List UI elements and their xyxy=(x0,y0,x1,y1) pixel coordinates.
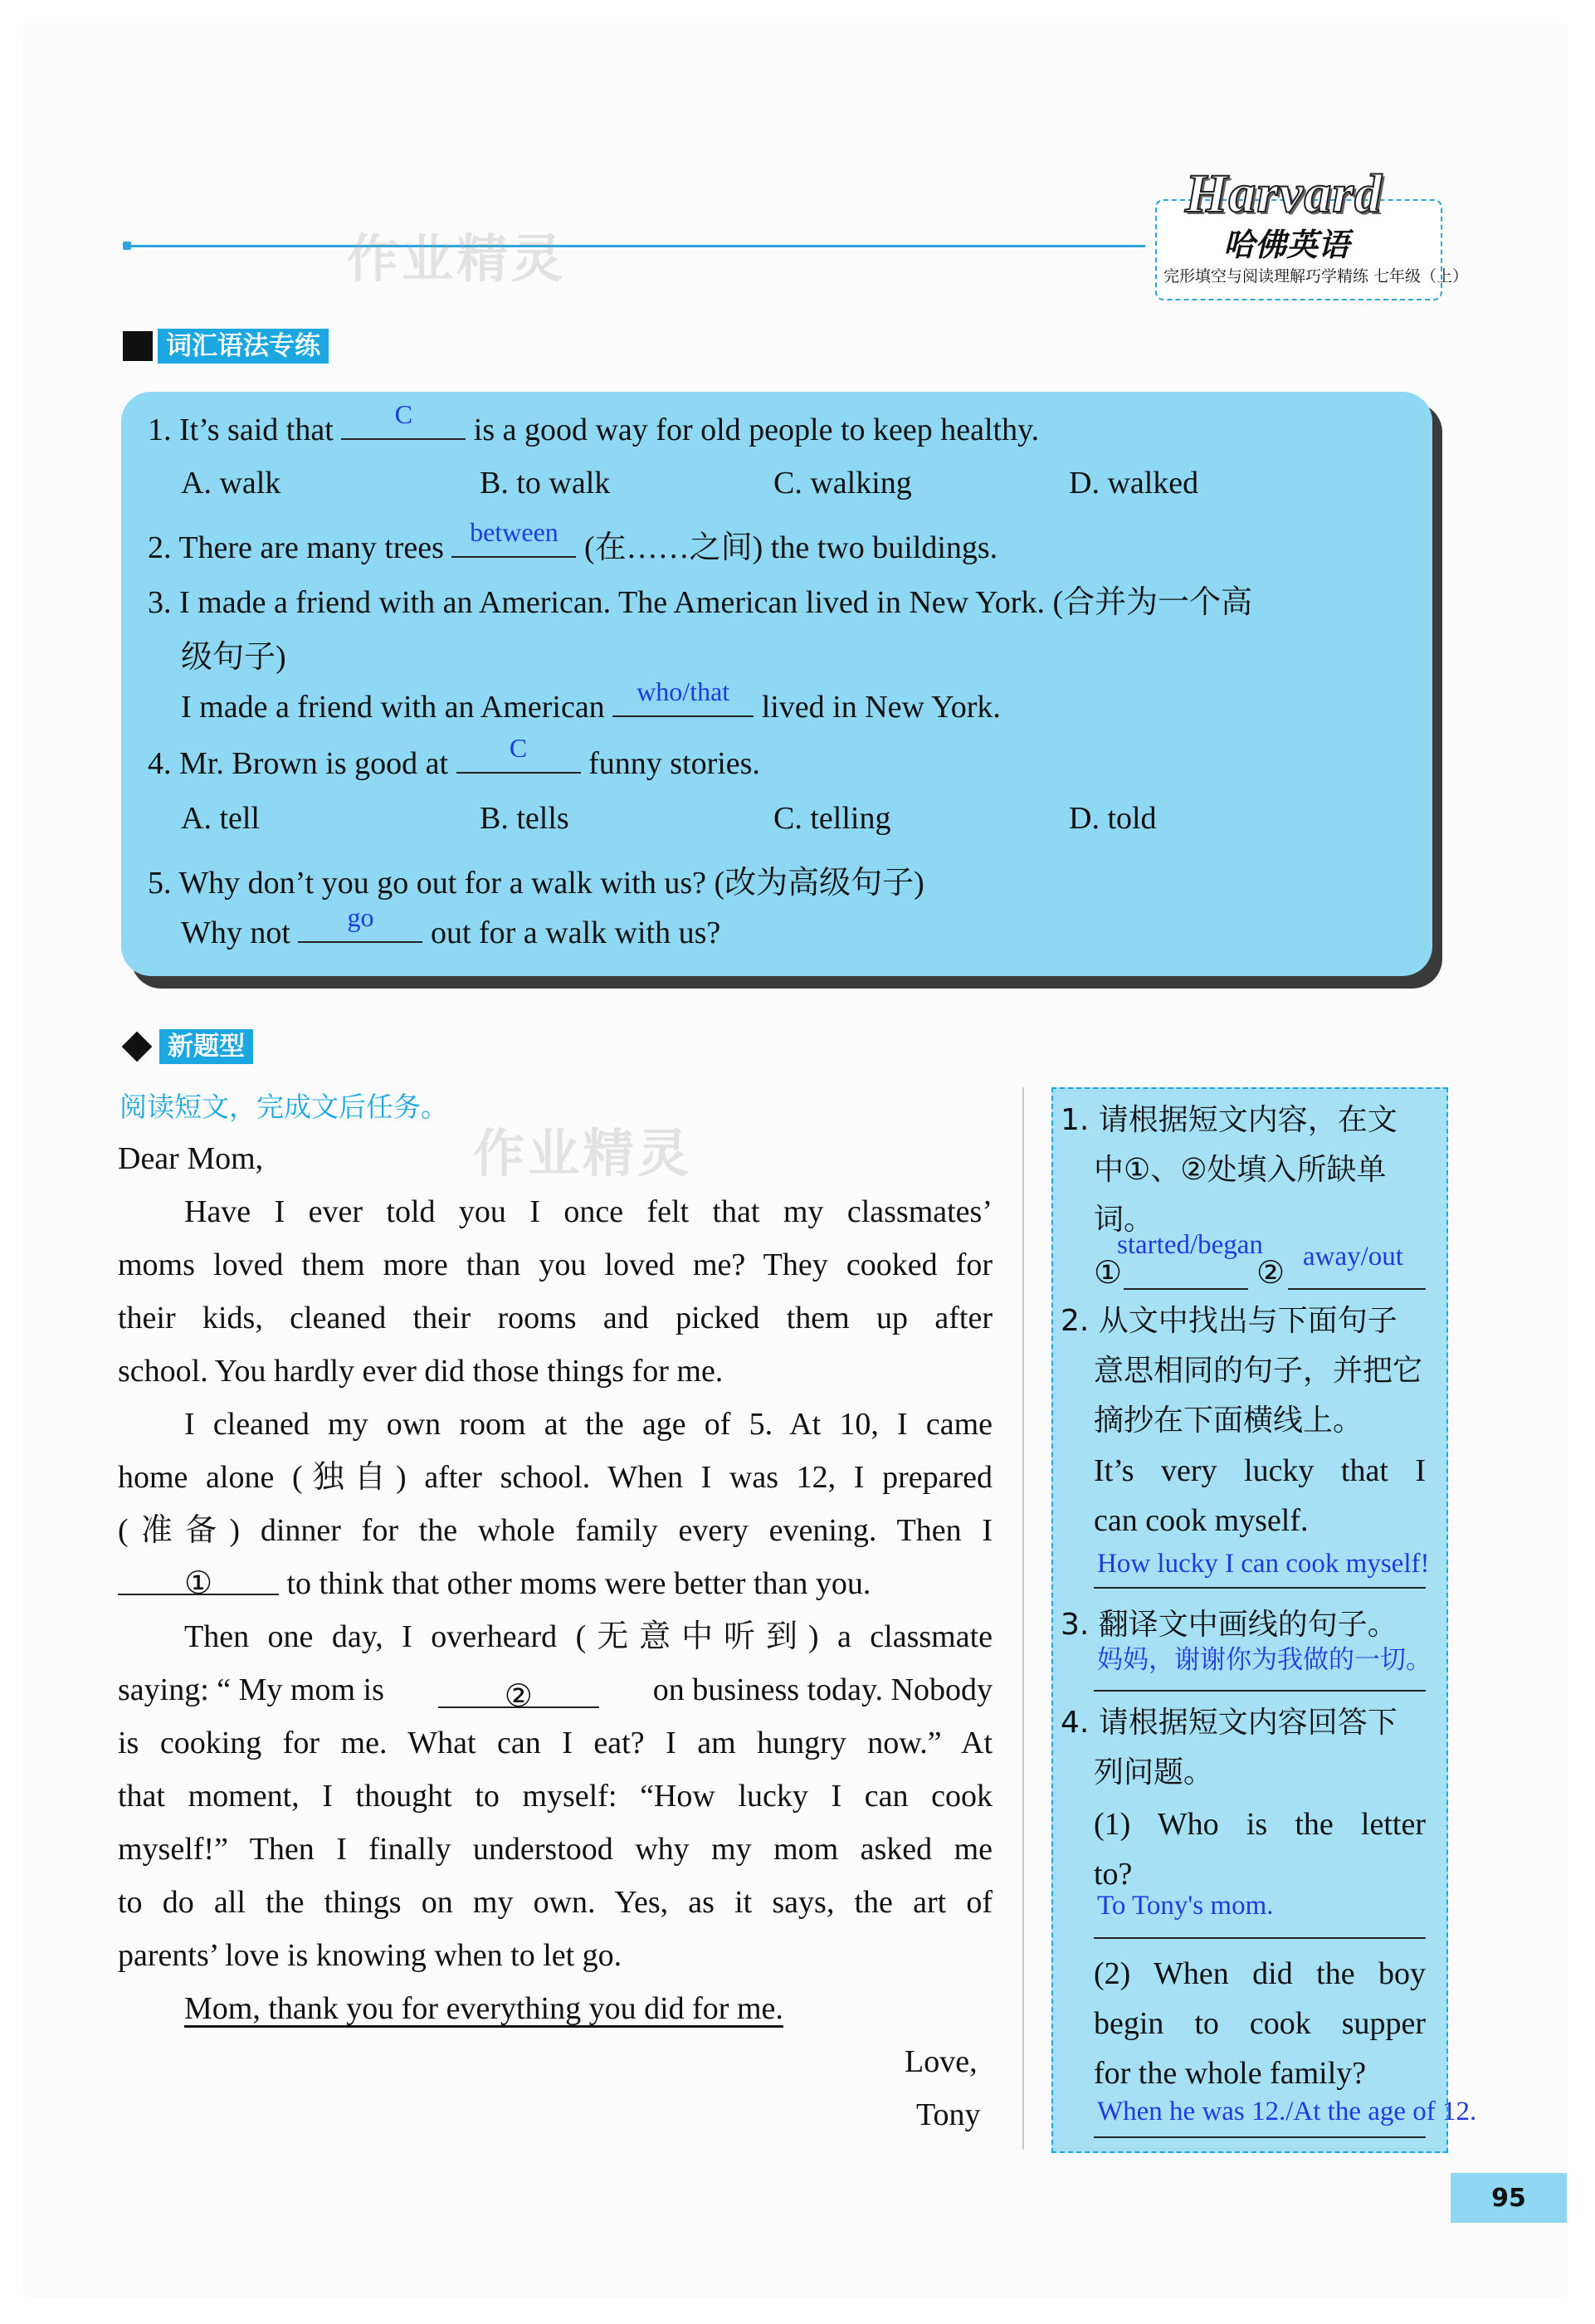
header-rule xyxy=(124,245,1145,247)
q4-text: 4. Mr. Brown is good at xyxy=(148,746,449,781)
q1-text-end: is a good way for old people to keep healthy. xyxy=(473,413,1040,447)
task-4-answer-1-line xyxy=(1094,1937,1426,1939)
letter-paragraph-3-line xyxy=(118,1663,993,1716)
letter-paragraph-3-line: myself!” Then I finally understood why my mom asked me xyxy=(118,1832,993,1867)
q2-answer: between xyxy=(470,517,558,547)
q3-text: I made a friend with an American xyxy=(181,690,605,725)
letter-paragraph-3-line: to do all the things on my own. Yes, as it says, the art of xyxy=(118,1885,993,1920)
section-title: 新题型 xyxy=(159,1029,253,1064)
paragraph-3-pre: saying: “ My mom is xyxy=(118,1672,384,1707)
section-new-type-header xyxy=(121,1029,253,1064)
q5-answer: go xyxy=(347,902,374,932)
letter-paragraph-1-line: school. You hardly ever did those things for me. xyxy=(118,1354,724,1389)
q1-blank xyxy=(341,399,466,440)
q4-option-c: C. telling xyxy=(773,801,891,836)
question-3-answer-line xyxy=(181,676,1001,725)
task-4-question-2: (2) When did the boy xyxy=(1094,1956,1426,1991)
task-2-line: 意思相同的句子，并把它 xyxy=(1094,1354,1423,1388)
q2-text: 2. There are many trees xyxy=(148,530,444,565)
diamond-icon xyxy=(122,1032,153,1062)
task-2-line: 2. 从文中找出与下面句子 xyxy=(1061,1304,1397,1338)
letter-paragraph-2-line xyxy=(118,1557,871,1610)
q1-option-d: D. walked xyxy=(1069,466,1199,500)
column-divider xyxy=(1022,1087,1024,2150)
task-4-question-2: for the whole family? xyxy=(1094,2056,1367,2091)
letter-paragraph-3-line: Then one day, I overheard (无意中听到) a classmate xyxy=(184,1619,993,1654)
page-number: 95 xyxy=(1451,2173,1567,2223)
task-1-line: 1. 请根据短文内容，在文 xyxy=(1061,1103,1397,1137)
task-2-line: 摘抄在下面横线上。 xyxy=(1094,1404,1363,1438)
question-5-answer-line xyxy=(181,902,721,951)
task-4-answer-1: To Tony's mom. xyxy=(1097,1891,1274,1921)
task-3-prompt: 3. 翻译文中画线的句子。 xyxy=(1061,1608,1397,1642)
blank-1-marker: ① xyxy=(183,1566,213,1601)
task-1-line: 中①、②处填入所缺单 xyxy=(1094,1153,1387,1187)
task-4-question-1: (1) Who is the letter xyxy=(1094,1807,1426,1842)
task-4-line: 列问题。 xyxy=(1094,1755,1214,1789)
letter-paragraph-1-line: moms loved them more than you loved me? They cooked for xyxy=(118,1247,993,1282)
q4-text-end: funny stories. xyxy=(588,746,760,781)
letter-paragraph-2-line: I cleaned my own room at the age of 5. At 10, I came xyxy=(184,1407,993,1442)
q3-blank xyxy=(612,676,754,717)
task-1-answer-1: started/began xyxy=(1117,1230,1263,1260)
q5-text-end: out for a walk with us? xyxy=(430,915,721,950)
letter-paragraph-3-line: parents’ love is knowing when to let go. xyxy=(118,1938,622,1973)
task-1-blank-2 xyxy=(1288,1288,1426,1290)
task-4-question-1: to? xyxy=(1094,1857,1133,1892)
q4-option-a: A. tell xyxy=(181,801,260,836)
task-1-answer-2: away/out xyxy=(1303,1242,1403,1272)
question-2 xyxy=(148,517,998,567)
task-2-answer-line xyxy=(1094,1587,1426,1589)
task-1-line: 词。 xyxy=(1094,1203,1154,1237)
task-4-answer-2-line xyxy=(1094,2136,1426,2138)
q1-answer: C xyxy=(394,399,412,429)
letter-signature: Tony xyxy=(916,2097,981,2132)
letter-salutation: Dear Mom, xyxy=(118,1141,264,1176)
task-1-label-1: ① xyxy=(1094,1256,1123,1291)
q3-text-end: lived in New York. xyxy=(761,690,1001,725)
q4-answer: C xyxy=(509,733,528,763)
task-3-answer-line xyxy=(1094,1690,1426,1692)
underlined-sentence: Mom, thank you for everything you did for me. xyxy=(184,1991,783,2026)
letter-paragraph-3-line: is cooking for me. What can I eat? I am hungry now.” At xyxy=(118,1726,993,1760)
question-4 xyxy=(148,733,760,782)
task-3-answer: 妈妈，谢谢你为我做的一切。 xyxy=(1097,1645,1432,1675)
letter-paragraph-1-line: Have I ever told you I once felt that my classmates’ xyxy=(184,1194,993,1229)
blank-2-marker: ② xyxy=(504,1679,533,1714)
q1-option-b: B. to walk xyxy=(480,466,611,500)
question-3-line1: 3. I made a friend with an American. The American lived in New York. (合并为一个高 xyxy=(148,585,1253,620)
letter-closing: Love, xyxy=(905,2044,978,2079)
q2-text-end: (在……之间) the two buildings. xyxy=(583,530,998,565)
q5-blank xyxy=(298,902,422,943)
task-4-line: 4. 请根据短文内容回答下 xyxy=(1061,1706,1397,1740)
letter-paragraph-2-line: home alone (独自) after school. When I was 12, I prepared xyxy=(118,1460,993,1495)
task-2-answer: How lucky I can cook myself! xyxy=(1097,1549,1430,1579)
section-title: 词汇语法专练 xyxy=(158,329,329,364)
letter-paragraph-2-line: (准备) dinner for the whole family every evening. Then I xyxy=(118,1513,993,1548)
blank-1 xyxy=(118,1557,279,1601)
blank-2 xyxy=(438,1670,599,1714)
question-1 xyxy=(148,399,1040,448)
q1-option-c: C. walking xyxy=(773,466,912,500)
paragraph-3-post: on business today. Nobody xyxy=(652,1672,993,1707)
question-3-line2: 级句子) xyxy=(181,640,286,675)
q4-option-b: B. tells xyxy=(480,801,569,836)
paragraph-2-end: to think that other moms were better than you. xyxy=(286,1566,871,1601)
question-5-line1: 5. Why don’t you go out for a walk with us? (改为高级句子) xyxy=(148,866,924,901)
watermark-top: 作业精灵 xyxy=(347,228,567,289)
q1-text: 1. It’s said that xyxy=(148,413,334,447)
q5-text: Why not xyxy=(181,915,290,950)
task-4-answer-2: When he was 12./At the age of 12. xyxy=(1097,2097,1477,2126)
brand-subtitle: 完形填空与阅读理解巧学精练 七年级（上） xyxy=(1163,267,1469,286)
q4-option-d: D. told xyxy=(1069,801,1157,836)
reading-instruction: 阅读短文，完成文后任务。 xyxy=(120,1091,448,1123)
task-1-blank-1 xyxy=(1124,1288,1248,1290)
black-square-icon xyxy=(123,331,153,361)
section-vocab-grammar-header xyxy=(123,329,329,364)
brand-chinese-title: 哈佛英语 xyxy=(1223,227,1350,263)
task-4-question-2: begin to cook supper xyxy=(1094,2006,1426,2041)
q4-blank xyxy=(456,733,581,774)
q2-blank xyxy=(451,517,576,558)
exercise-card xyxy=(121,392,1432,976)
watermark-middle: 作业精灵 xyxy=(473,1123,693,1184)
brand-logo: Harvard xyxy=(1185,164,1383,224)
task-2-sentence: can cook myself. xyxy=(1094,1503,1309,1538)
q1-option-a: A. walk xyxy=(181,466,281,500)
task-2-sentence: It’s very lucky that I xyxy=(1094,1453,1426,1488)
q3-answer: who/that xyxy=(637,676,730,706)
letter-paragraph-1-line: their kids, cleaned their rooms and picked them up after xyxy=(118,1301,993,1335)
letter-paragraph-3-line: that moment, I thought to myself: “How lucky I can cook xyxy=(118,1779,993,1814)
task-1-label-2: ② xyxy=(1256,1256,1285,1291)
